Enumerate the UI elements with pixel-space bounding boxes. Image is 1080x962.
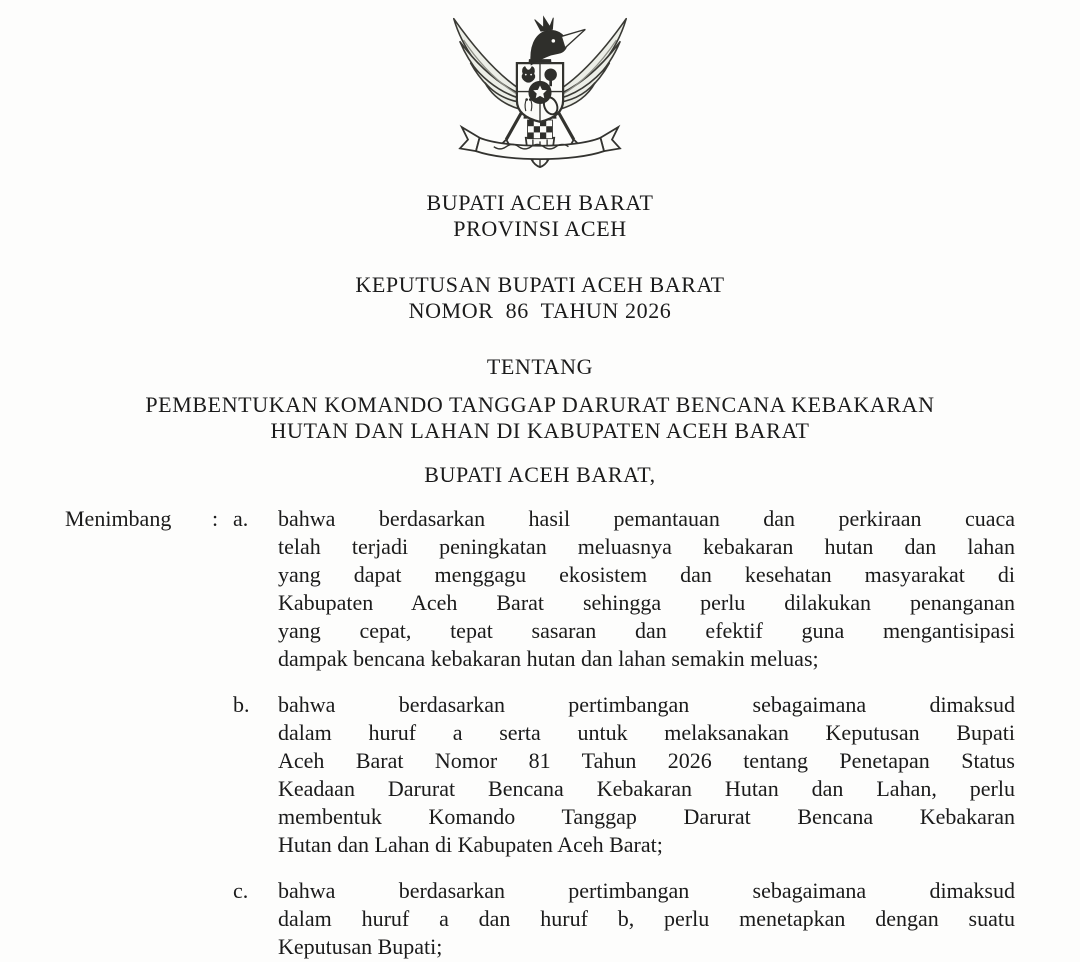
emblem-container	[0, 0, 1080, 168]
item-text: bahwa berdasarkan pertimbangan sebagaimana dimaksud dalam huruf a dan huruf b, perlu menetapkan dengan suatu Keputusan Bupati;	[278, 878, 1015, 959]
item-letter: b.	[233, 692, 250, 717]
considering-item-c	[65, 877, 1015, 961]
considering-item-a	[65, 505, 1015, 673]
decision-number: NOMOR 86 TAHUN 2026	[408, 298, 672, 323]
decision-title: KEPUTUSAN BUPATI ACEH BARAT	[355, 272, 725, 297]
subject-line1: PEMBENTUKAN KOMANDO TANGGAP DARURAT BENCANA KEBAKARAN	[145, 392, 935, 417]
considering-label: Menimbang	[65, 506, 172, 531]
item-letter: c.	[233, 878, 249, 903]
item-letter: a.	[233, 506, 249, 531]
considering-item-b	[65, 691, 1015, 859]
item-text: bahwa berdasarkan hasil pemantauan dan perkiraan cuaca telah terjadi peningkatan meluasnya kebakaran hutan dan lahan yang dapat menggagu ekosistem dan kesehatan masyarakat di Kabupaten Aceh Barat sehingga perlu dilakukan penanganan yang cepat, tepat sasaran dan efektif guna mengantisipasi dampak bencana kebakaran hutan dan lahan semakin meluas;	[278, 506, 1015, 671]
subject-line2: HUTAN DAN LAHAN DI KABUPATEN ACEH BARAT	[270, 418, 810, 443]
about-label: TENTANG	[486, 354, 594, 379]
decision-subject	[0, 392, 1080, 444]
issuer-salutation: BUPATI ACEH BARAT,	[424, 462, 656, 487]
garuda-head	[531, 17, 586, 65]
authority-heading	[0, 190, 1080, 242]
authority-line1: BUPATI ACEH BARAT	[426, 190, 654, 215]
decision-heading	[0, 272, 1080, 324]
pancasila-shield	[517, 63, 563, 122]
considering-section	[65, 505, 1015, 961]
authority-line2: PROVINSI ACEH	[453, 216, 627, 241]
garuda-pancasila-emblem	[451, 8, 629, 168]
item-text: bahwa berdasarkan pertimbangan sebagaimana dimaksud dalam huruf a serta untuk melaksanakan Keputusan Bupati Aceh Barat Nomor 81 Tahun 2026 tentang Penetapan Status Keadaan Darurat Bencana Kebakaran Hutan dan Lahan, perlu membentuk Komando Tanggap Darurat Bencana Kebakaran Hutan dan Lahan di Kabupaten Aceh Barat;	[278, 692, 1015, 857]
considering-colon: :	[211, 506, 219, 531]
